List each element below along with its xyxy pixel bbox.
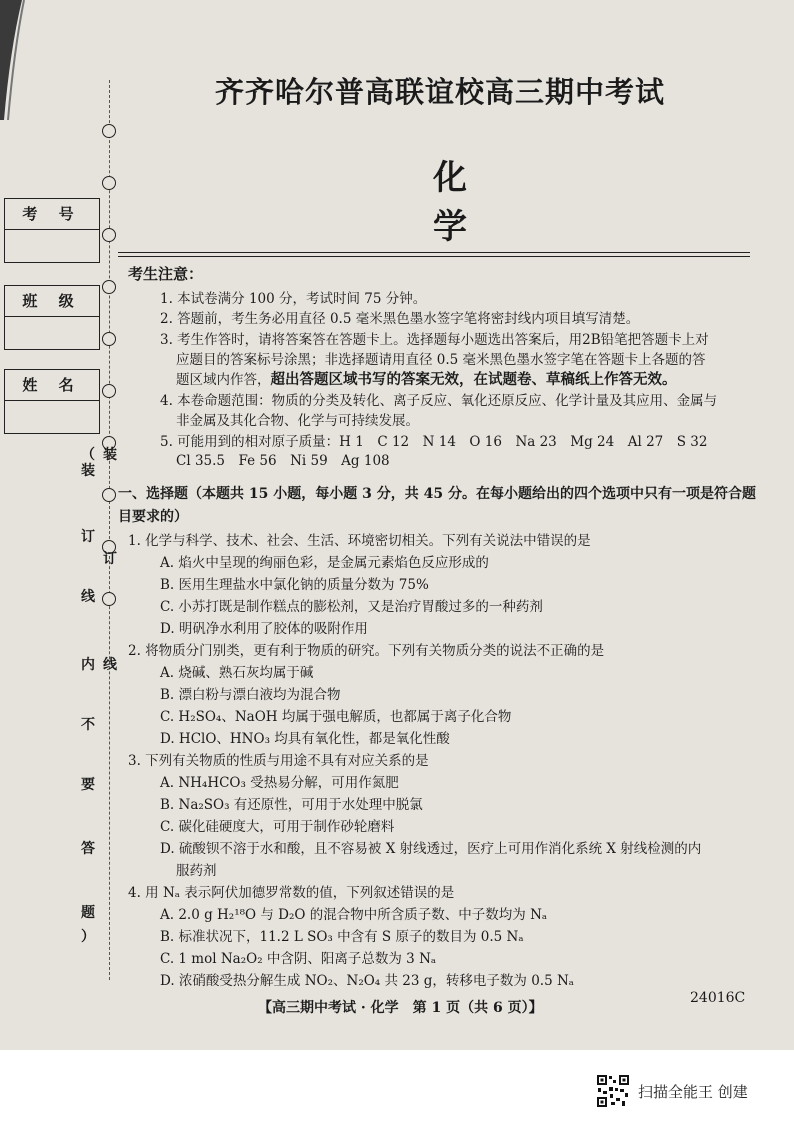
question-option[interactable]: A. 烧碱、熟石灰均属于碱 bbox=[160, 665, 314, 681]
seal-char: 线 bbox=[81, 589, 95, 605]
notice-item bbox=[176, 368, 677, 389]
question-option[interactable]: A. NH₄HCO₃ 受热易分解，可用作氮肥 bbox=[160, 775, 399, 791]
notice-item: 1. 本试卷满分 100 分，考试时间 75 分钟。 bbox=[160, 291, 427, 307]
seal-char: 要 bbox=[81, 777, 95, 793]
seal-char: 订 bbox=[81, 529, 95, 545]
question-option[interactable]: B. Na₂SO₃ 有还原性，可用于水处理中脱氯 bbox=[160, 797, 423, 813]
binding-line bbox=[109, 80, 110, 980]
notice-emphasis: 超出答题区域书写的答案无效，在试题卷、草稿纸上作答无效。 bbox=[270, 371, 677, 388]
class-field[interactable] bbox=[5, 317, 99, 349]
divider-line bbox=[118, 252, 750, 253]
subject-title: 化学 bbox=[433, 158, 527, 247]
exam-number-box bbox=[4, 198, 100, 263]
class-box bbox=[4, 285, 100, 350]
notice-title: 考生注意： bbox=[128, 265, 204, 283]
notice-item: 2. 答题前，考生务必用直径 0.5 毫米黑色墨水签字笔将密封线内项目填写清楚。 bbox=[160, 311, 640, 327]
question-option[interactable]: C. H₂SO₄、NaOH 均属于强电解质，也都属于离子化合物 bbox=[160, 709, 512, 725]
binding-hole bbox=[102, 332, 116, 346]
question-option[interactable]: A. 焰火中呈现的绚丽色彩，是金属元素焰色反应形成的 bbox=[160, 555, 489, 571]
binding-hole bbox=[102, 384, 116, 398]
binding-hole bbox=[102, 228, 116, 242]
question-option[interactable]: D. 硫酸钡不溶于水和酸，且不容易被 X 射线透过，医疗上可用作消化系统 X 射线检测的内 bbox=[160, 841, 702, 857]
question-stem: 2. 将物质分门别类，更有利于物质的研究。下列有关物质分类的说法不正确的是 bbox=[128, 643, 605, 659]
section-heading: 一、选择题（本题共 15 小题，每小题 3 分，共 45 分。在每小题给出的四个选项中只有一项是符合题目要求的） bbox=[118, 486, 756, 525]
notice-item: 3. 考生作答时，请将答案答在答题卡上。选择题每小题选出答案后，用2B铅笔把答题卡上对 bbox=[160, 332, 709, 348]
name-field[interactable] bbox=[5, 401, 99, 433]
seal-char: 内 bbox=[81, 657, 95, 673]
name-label: 姓 名 bbox=[5, 370, 99, 401]
question-option[interactable]: C. 小苏打既是制作糕点的膨松剂，又是治疗胃酸过多的一种药剂 bbox=[160, 599, 543, 615]
class-label: 班 级 bbox=[5, 286, 99, 317]
question-stem: 3. 下列有关物质的性质与用途不具有对应关系的是 bbox=[128, 753, 429, 769]
seal-char: 答 bbox=[81, 841, 95, 857]
question-option[interactable]: C. 1 mol Na₂O₂ 中含阴、阳离子总数为 3 Nₐ bbox=[160, 951, 437, 967]
notice-item: 5. 可能用到的相对原子质量：H 1 C 12 N 14 O 16 Na 23 Mg 24 Al 27 S 32 bbox=[160, 434, 708, 450]
binding-hole bbox=[102, 592, 116, 606]
qr-code-icon bbox=[596, 1074, 630, 1108]
question-stem: 4. 用 Nₐ 表示阿伏加德罗常数的值，下列叙述错误的是 bbox=[128, 885, 455, 901]
name-box bbox=[4, 369, 100, 434]
binding-char: 订 bbox=[103, 551, 117, 567]
question-option-continued: 服药剂 bbox=[176, 863, 217, 879]
question-option[interactable]: D. HClO、HNO₃ 均具有氧化性，都是氧化性酸 bbox=[160, 731, 450, 747]
notice-item: 4. 本卷命题范围：物质的分类及转化、离子反应、氧化还原反应、化学计量及其应用、金属与 bbox=[160, 393, 718, 409]
notice-item: 应题目的答案标号涂黑；非选择题请用直径 0.5 毫米黑色墨水签字笔在答题卡上各题的答 bbox=[176, 352, 706, 368]
question-option[interactable]: B. 医用生理盐水中氯化钠的质量分数为 75% bbox=[160, 577, 429, 593]
seal-char: 不 bbox=[81, 717, 95, 733]
notice-text: 题区域内作答， bbox=[176, 372, 271, 388]
question-stem: 1. 化学与科学、技术、社会、生活、环境密切相关。下列有关说法中错误的是 bbox=[128, 533, 591, 549]
notice-item: 非金属及其化合物、化学与可持续发展。 bbox=[176, 413, 419, 429]
binding-hole bbox=[102, 488, 116, 502]
question-option[interactable]: D. 浓硝酸受热分解生成 NO₂、N₂O₄ 共 23 g，转移电子数为 0.5 Nₐ bbox=[160, 973, 574, 989]
question-option[interactable]: B. 标准状况下，11.2 L SO₃ 中含有 S 原子的数目为 0.5 Nₐ bbox=[160, 929, 524, 945]
binding-hole bbox=[102, 124, 116, 138]
scanner-watermark bbox=[596, 1074, 748, 1108]
seal-char: 题 bbox=[81, 905, 95, 921]
binding-shadow bbox=[0, 0, 40, 120]
seal-char: 装 bbox=[81, 463, 95, 479]
divider-line bbox=[118, 256, 750, 257]
notice-item: Cl 35.5 Fe 56 Ni 59 Ag 108 bbox=[176, 453, 390, 469]
exam-number-label: 考 号 bbox=[5, 199, 99, 230]
question-option[interactable]: C. 碳化硅硬度大，可用于制作砂轮磨料 bbox=[160, 819, 395, 835]
question-option[interactable]: D. 明矾净水利用了胶体的吸附作用 bbox=[160, 621, 368, 637]
question-option[interactable]: B. 漂白粉与漂白液均为混合物 bbox=[160, 687, 341, 703]
question-option[interactable]: A. 2.0 g H₂¹⁸O 与 D₂O 的混合物中所含质子数、中子数均为 Nₐ bbox=[160, 907, 548, 923]
binding-char: 线 bbox=[103, 657, 117, 673]
scanner-text: 扫描全能王 创建 bbox=[638, 1082, 748, 1101]
binding-hole bbox=[102, 280, 116, 294]
binding-hole bbox=[102, 176, 116, 190]
paper-code: 24016C bbox=[690, 990, 746, 1006]
binding-char: 装 bbox=[103, 447, 117, 463]
exam-number-field[interactable] bbox=[5, 230, 99, 262]
seal-char: （ bbox=[81, 447, 95, 463]
exam-title: 齐齐哈尔普高联谊校高三期中考试 bbox=[214, 75, 665, 109]
seal-char: ） bbox=[81, 929, 95, 945]
page-footer: 【高三期中考试 · 化学 第 1 页（共 6 页）】 bbox=[258, 1000, 543, 1016]
